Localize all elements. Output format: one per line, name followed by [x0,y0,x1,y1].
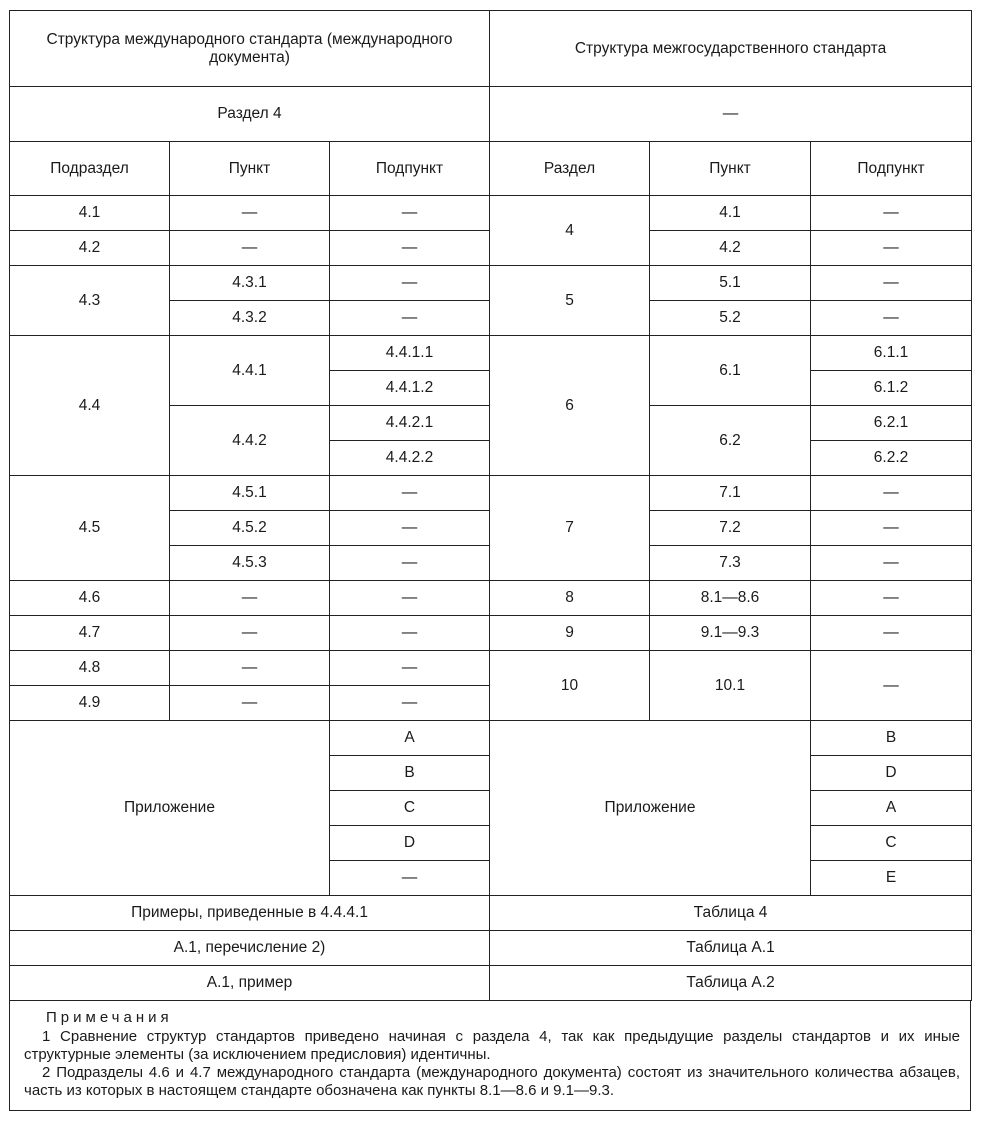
structure-comparison-table [9,10,972,1001]
table-cell: 4.7 [10,616,170,651]
appendix-label-left: Приложение [10,721,330,896]
table-cell: 10.1 [650,651,811,721]
table-cell: — [811,651,972,721]
notes-block [9,1001,971,1111]
table-cell: — [811,476,972,511]
table-cell: — [330,581,490,616]
table-cell: — [330,616,490,651]
table-cell: A [330,721,490,756]
table-cell: 4.4 [10,336,170,476]
table-cell: 4.9 [10,686,170,721]
table-cell: — [330,511,490,546]
table-cell: — [170,651,330,686]
table-cell: — [811,616,972,651]
table-cell: 6 [490,336,650,476]
appendix-row [10,721,972,756]
table-cell: 4 [490,196,650,266]
table-cell: 7 [490,476,650,581]
table-cell: 5.1 [650,266,811,301]
table-cell: 6.1.2 [811,371,972,406]
table-cell: — [170,581,330,616]
table-row [10,266,972,301]
table-cell: 4.4.2.1 [330,406,490,441]
table-cell: 4.5.3 [170,546,330,581]
table-cell: 4.4.2.2 [330,441,490,476]
table-cell: 9.1—9.3 [650,616,811,651]
table-row [10,476,972,511]
table-cell: C [330,791,490,826]
comparison-document [9,10,971,1111]
table-cell: — [330,476,490,511]
table-cell: 7.1 [650,476,811,511]
table-cell: — [811,231,972,266]
table-cell: 4.2 [10,231,170,266]
table-cell: 6.1 [650,336,811,406]
table-cell: 7.3 [650,546,811,581]
table-cell: 4.4.2 [170,406,330,476]
table-cell: D [811,756,972,791]
note-1: 1 Сравнение структур стандартов приведено начиная с раздела 4, так как предыдущие разделы стандартов и их иные структурные элементы (за исключением предисловия) идентичны. [24,1028,960,1063]
table-row [10,581,972,616]
table-cell: 6.2 [650,406,811,476]
table-cell: — [170,686,330,721]
col-section-header: Раздел [490,142,650,196]
table-row [10,336,972,371]
table-cell: — [330,266,490,301]
extra-row [10,966,972,1001]
table-cell: — [811,581,972,616]
table-cell: 4.6 [10,581,170,616]
international-standard-header: Структура международного стандарта (международного документа) [10,11,490,87]
interstate-standard-header: Структура межгосударственного стандарта [490,11,972,87]
table-cell: 4.4.1.2 [330,371,490,406]
table-cell: 4.8 [10,651,170,686]
table-header-row [10,11,972,87]
table-cell: А.1, перечисление 2) [10,931,490,966]
table-cell: 4.5.1 [170,476,330,511]
table-cell: 5 [490,266,650,336]
table-cell: 7.2 [650,511,811,546]
col-subsection-header: Подраздел [10,142,170,196]
table-cell: — [811,301,972,336]
table-cell: 4.1 [10,196,170,231]
table-cell: 10 [490,651,650,721]
table-cell: — [330,196,490,231]
table-cell: 6.1.1 [811,336,972,371]
table-row [10,651,972,686]
table-cell: — [330,651,490,686]
table-cell: Таблица А.2 [490,966,972,1001]
table-row [10,196,972,231]
table-cell: Таблица А.1 [490,931,972,966]
table-cell: D [330,826,490,861]
table-cell: 4.3.1 [170,266,330,301]
table-row [10,616,972,651]
table-cell: E [811,861,972,896]
table-cell: Таблица 4 [490,896,972,931]
table-cell: — [330,301,490,336]
table-cell: 4.4.1.1 [330,336,490,371]
col-clause-header: Пункт [650,142,811,196]
section-row [10,87,972,142]
table-cell: B [811,721,972,756]
note-2: 2 Подразделы 4.6 и 4.7 международного стандарта (международного документа) состоят из значительного количества абзацев, часть из которых в настоящем стандарте обозначена как пункты 8.1—8.6 и 9.1—9.3. [24,1064,960,1099]
table-cell: 6.2.2 [811,441,972,476]
table-cell: B [330,756,490,791]
table-cell: — [330,546,490,581]
table-cell: 4.2 [650,231,811,266]
table-cell: А.1, пример [10,966,490,1001]
table-cell: 4.3.2 [170,301,330,336]
table-cell: Примеры, приведенные в 4.4.4.1 [10,896,490,931]
table-cell: — [330,686,490,721]
col-subclause-header: Подпункт [330,142,490,196]
table-cell: 4.3 [10,266,170,336]
interstate-section-label: — [490,87,972,142]
extra-row [10,896,972,931]
table-cell: — [811,196,972,231]
col-clause-header: Пункт [170,142,330,196]
table-cell: 8.1—8.6 [650,581,811,616]
table-cell: A [811,791,972,826]
column-headers-row [10,142,972,196]
table-cell: 8 [490,581,650,616]
col-subclause-header: Подпункт [811,142,972,196]
appendix-label-right: Приложение [490,721,811,896]
table-cell: — [170,231,330,266]
table-cell: — [330,231,490,266]
table-cell: 5.2 [650,301,811,336]
table-cell: — [811,266,972,301]
notes-heading: Примечания [46,1009,173,1026]
table-cell: 6.2.1 [811,406,972,441]
table-cell: C [811,826,972,861]
table-cell: 4.5 [10,476,170,581]
table-cell: 9 [490,616,650,651]
table-cell: — [170,616,330,651]
table-cell: — [170,196,330,231]
table-cell: 4.5.2 [170,511,330,546]
international-section-label: Раздел 4 [10,87,490,142]
table-cell: 4.4.1 [170,336,330,406]
table-cell: — [811,511,972,546]
table-cell: — [811,546,972,581]
table-cell: 4.1 [650,196,811,231]
extra-row [10,931,972,966]
table-cell: — [330,861,490,896]
